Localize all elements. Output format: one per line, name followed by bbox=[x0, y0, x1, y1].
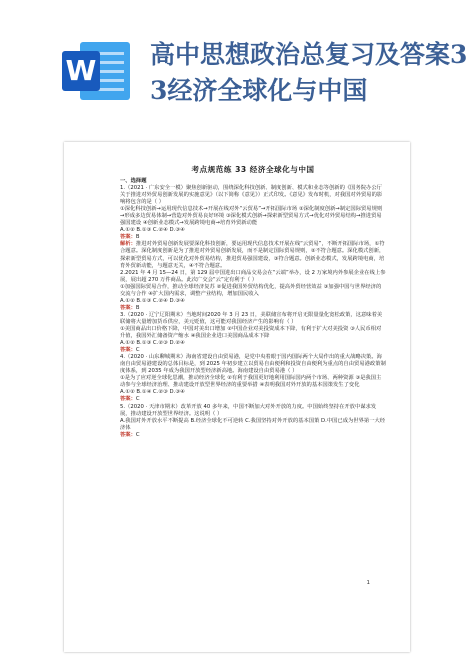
document-page bbox=[64, 142, 410, 652]
paragraph: 4.（2020 · 山东聊城期末）海南省建设自由贸易港，是党中央着眼于国内国际两个大局作出的重大战略决策。海南自由贸易港建设的总体目标是，到 2025 年初步建立以贸易自由便利和投资自由便利为重点的自由贸易港政策制度体系，到 2035 年成为我国开放型经济新高地。海南建设自由贸易港（ ） bbox=[120, 354, 386, 375]
paragraph: 1.（2021 · 广东安全一模）聚焦创新驱动，围绕深化科技创新、制度创新、模式和业态等创新的《国务院办公厅关于推进对外贸易创新发展的实施意见》（以下简称《意见》）正式印发。《意见》发布时机，对我国对外贸易的影响将包含的是（ ） bbox=[120, 185, 383, 206]
document-body bbox=[120, 164, 386, 439]
answer-colon: ： bbox=[130, 241, 136, 248]
header bbox=[0, 0, 474, 120]
paragraph: A.①② B.①③ C.②④ D.③④ bbox=[120, 297, 185, 304]
page-title-line-1: 高中思想政治总复习及答案3 bbox=[150, 40, 468, 69]
paragraph: 5.（2020 · 天津市期末）改革开放 40 多年来，中国不断加大对外开放的力度。中国始终坚持在开放中谋求发展，推动建设开放型世界经济。这说明（ ） bbox=[120, 403, 377, 417]
document-title: 考点规范练 33 经济全球化与中国 bbox=[191, 165, 315, 174]
answer-line bbox=[120, 305, 386, 312]
answer-value: C bbox=[135, 431, 140, 438]
paragraph: 3.（2020 · 辽宁辽阳期末）当地时间2020 年 3 月 23 日，美联储宣布将开启无限量量化宽松政策，这意味着美联储将大量增加货币供应，美元贬值，这可能对我国经济产生的影响有（ ） bbox=[120, 311, 383, 325]
page-number: 1 bbox=[366, 580, 370, 586]
paragraph: A.①② B.①③ C.②④ D.③④ bbox=[120, 227, 185, 234]
answer-label: 答案 bbox=[120, 304, 131, 311]
word-icon bbox=[62, 42, 130, 100]
answer-value: 推进对外贸易创新发展要深化科技创新，要运用现代信息技术开展在线“云贸易”，不断开拓国际市场，①符合题意。深化制度创新是为了推进对外贸易创新发展，而不是制定国际贸易规则，②不符合题意。深化模式创新，探索新型贸易方式，可以优化对外贸易结构，推进贸易强国建设，③符合题意。创新业态模式，发展跨境电商，培育外贸新动能，与题意无关，④不符合题意。 bbox=[120, 241, 385, 269]
page-title-line-2: 3经济全球化与中国 bbox=[150, 76, 368, 105]
answer-line bbox=[120, 432, 386, 439]
answer-value: C bbox=[135, 347, 140, 354]
paragraph: 2.2021 年 4 月 15—24 日，第 129 届中国进出口商品交易会在“云端”举办，设 2 万家境内外参展企业在线上参展，展出超 270 万件商品。此次广交会“云”定有利于（ ） bbox=[120, 269, 386, 283]
answer-value: B bbox=[135, 304, 140, 311]
answer-colon: ： bbox=[130, 347, 136, 354]
paragraph: ①是为了应对逆全球化思潮，推动经济全球化 ②有利于我国更好地利用国际国内两个市场、两种资源 ③是我国主动参与全球经济治理、推动建设开放型世界经济的重要举措 ④表明我国对外开放的基本国策发生了变化 bbox=[120, 375, 382, 389]
answer-label: 答案 bbox=[120, 347, 131, 354]
answer-colon: ： bbox=[130, 396, 136, 403]
paragraph: A.①② B.①④ C.②③ D.③④ bbox=[120, 389, 185, 396]
paragraph: ①深化科技创新→运用现代信息技术→开展在线对外“云贸易”→开拓国际市场 ②深化制度创新→制定国际贸易规则→形成多边贸易体制→营造对外贸易良好环境 ③深化模式创新→探索新型贸易方式→优化对外贸易结构→推进贸易强国建设 ④创新业态模式→发展跨境电商→培育外贸新动能 bbox=[120, 206, 383, 227]
answer-label: 答案 bbox=[120, 234, 131, 241]
answer-line bbox=[120, 241, 386, 269]
section-heading: 一、选择题 bbox=[120, 178, 147, 184]
word-icon-letter: W bbox=[62, 51, 100, 91]
paragraph: ①美国商品出口价格下降，中国对美出口增加 ②中国企业对美投资成本下降，有利于扩大对美投资 ③人民币相对升值，我国外汇储备资产缩水 ④我国企业进口美国商品成本下降 bbox=[120, 325, 382, 340]
paragraph: ①加强国际贸易合作，推动全球经济复苏 ②促进我国外贸结构优化，提高外贸经营效益 ③加强中国与世界经济的交流与合作 ④扩大国内需求，调整产业结构，增加国民收入 bbox=[120, 283, 382, 297]
answer-line bbox=[120, 396, 386, 403]
answer-colon: ： bbox=[130, 234, 136, 241]
answer-label: 答案 bbox=[120, 431, 131, 438]
answer-colon: ： bbox=[130, 304, 136, 311]
answer-label: 答案 bbox=[120, 396, 131, 403]
document-lines bbox=[120, 185, 386, 439]
paragraph: A.①② B.①③ C.②③ D.②④ bbox=[120, 340, 185, 347]
answer-value: B bbox=[135, 234, 140, 241]
answer-value: C bbox=[135, 396, 140, 403]
answer-label: 解析 bbox=[120, 241, 131, 248]
answer-colon: ： bbox=[130, 431, 136, 438]
paragraph: A.我国对外开放水平不断提高 B.经济全球化不可逆转 C.我国坚持对外开放的基本国策 D.中国已成为世界第一大经济体 bbox=[120, 417, 386, 431]
